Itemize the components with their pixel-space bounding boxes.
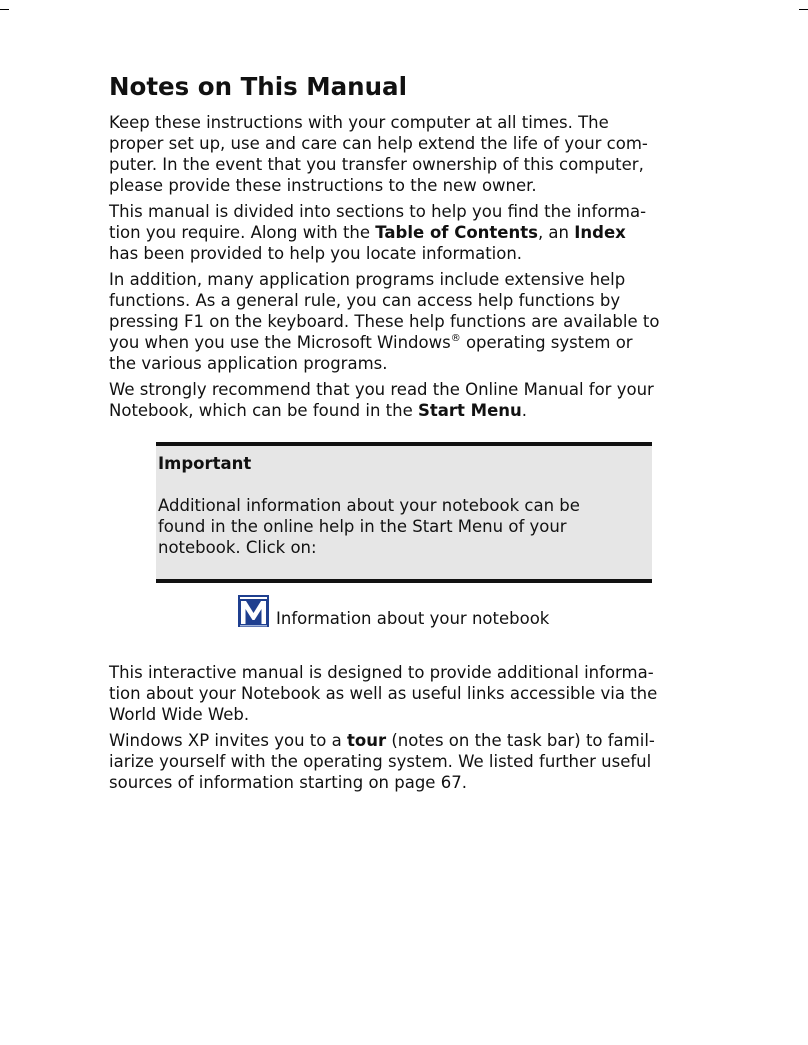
text-line: We strongly recommend that you read the Online Manual for your (109, 380, 654, 399)
page-title: Notes on This Manual (109, 72, 407, 101)
crop-mark-right (799, 9, 808, 10)
text-line: pressing F1 on the keyboard. These help functions are available to (109, 312, 660, 331)
text-fragment: (notes on the task bar) to famil- (386, 731, 655, 750)
important-note-title: Important (158, 454, 252, 473)
text-line (109, 400, 709, 421)
paragraph-manual-sections (109, 201, 709, 264)
medion-logo-icon (237, 594, 270, 628)
important-note-body (158, 495, 580, 558)
text-line: sources of information starting on page 67. (109, 773, 467, 792)
text-line: puter. In the event that you transfer ownership of this computer, (109, 155, 644, 174)
start-menu-term: Start Menu (417, 401, 522, 420)
text-line: World Wide Web. (109, 705, 250, 724)
text-line: This manual is divided into sections to help you find the informa- (109, 202, 647, 221)
text-fragment: . (521, 401, 528, 420)
text-line: Additional information about your notebook can be (158, 496, 580, 515)
text-line: found in the online help in the Start Menu of your (158, 517, 567, 536)
important-note-box (156, 442, 652, 583)
text-line: the various application programs. (109, 354, 388, 373)
text-fragment: operating system or (460, 333, 633, 352)
text-line: tion about your Notebook as well as useful links accessible via the (109, 684, 658, 703)
text-fragment: tion you require. Along with the (109, 223, 376, 242)
text-line: Keep these instructions with your computer at all times. The (109, 113, 609, 132)
registered-mark: ® (450, 332, 461, 344)
text-line: notebook. Click on: (158, 538, 317, 557)
text-line (109, 222, 709, 243)
crop-mark-left (0, 9, 9, 10)
paragraph-help-functions (109, 269, 709, 374)
text-line (109, 332, 709, 353)
text-fragment: Notebook, which can be found in the (109, 401, 418, 420)
text-fragment: you when you use the Microsoft Windows (109, 333, 451, 352)
text-line: This interactive manual is designed to provide additional informa- (109, 663, 654, 682)
index-term: Index (574, 223, 626, 242)
text-line: iarize yourself with the operating system. We listed further useful (109, 752, 652, 771)
text-line: proper set up, use and care can help extend the life of your com- (109, 134, 648, 153)
manual-page-continued (109, 662, 709, 798)
text-fragment: Windows XP invites you to a (109, 731, 347, 750)
paragraph-windows-tour (109, 730, 709, 793)
notebook-info-link-label[interactable]: Information about your notebook (276, 609, 550, 628)
text-line (109, 730, 709, 751)
text-line: please provide these instructions to the new owner. (109, 176, 537, 195)
text-line: has been provided to help you locate information. (109, 244, 523, 263)
manual-page (109, 72, 709, 426)
tour-term: tour (346, 731, 387, 750)
paragraph-online-manual (109, 379, 709, 421)
paragraph-interactive-manual (109, 662, 709, 725)
text-fragment: , an (537, 223, 575, 242)
table-of-contents-term: Table of Contents (375, 223, 538, 242)
paragraph-keep-instructions (109, 112, 709, 196)
text-line: functions. As a general rule, you can access help functions by (109, 291, 621, 310)
text-line: In addition, many application programs include extensive help (109, 270, 626, 289)
